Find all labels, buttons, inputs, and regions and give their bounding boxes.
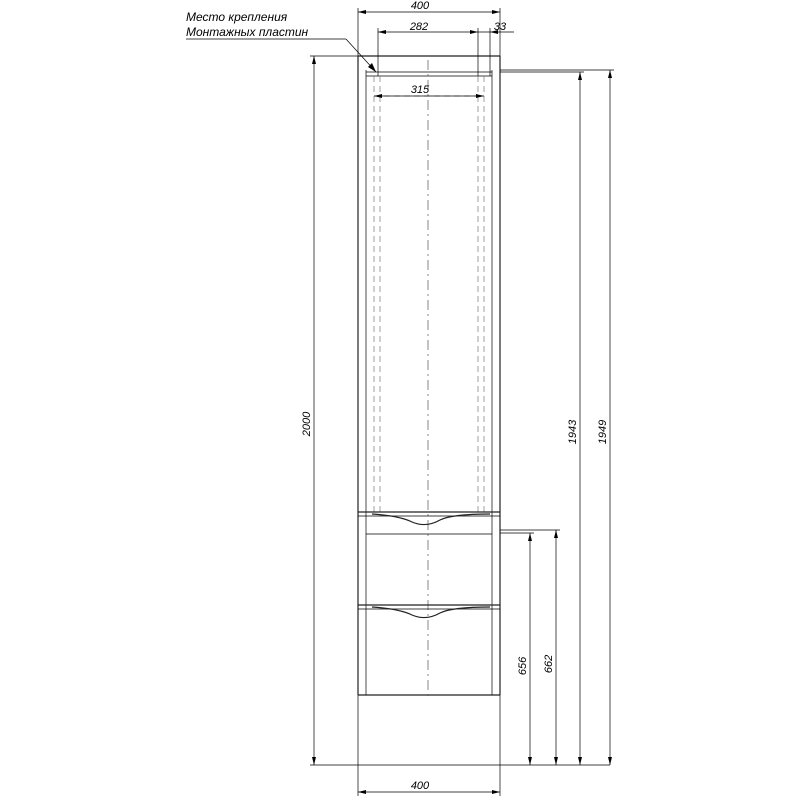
dim-315 [374, 84, 484, 98]
dim-label-bottom-400: 400 [410, 780, 430, 792]
dim-label-282: 282 [409, 21, 429, 33]
dim-label-662: 662 [543, 654, 555, 674]
dim-label-1943: 1943 [567, 419, 579, 445]
dim-bottom-400 [358, 765, 500, 796]
dim-label-top-400: 400 [410, 0, 430, 12]
dim-1943 [500, 72, 584, 765]
dim-656 [500, 533, 534, 765]
dim-label-656: 656 [517, 656, 529, 676]
dim-top-400 [358, 0, 500, 56]
dim-label-2000: 2000 [301, 411, 313, 437]
dim-label-315: 315 [410, 84, 430, 96]
mounting-note-line1: Место крепления [186, 10, 288, 24]
dim-label-1949: 1949 [597, 419, 609, 445]
dim-2000 [301, 56, 358, 765]
dim-label-33: 33 [493, 21, 507, 33]
upper-door-hidden-lines [374, 60, 484, 700]
cabinet-bottom [358, 695, 610, 765]
mounting-note [186, 10, 376, 72]
dim-33 [478, 21, 514, 76]
drawer-handle-lower [372, 607, 490, 618]
drawer-lower [358, 605, 500, 618]
mounting-note-line2: Монтажных пластин [186, 25, 309, 39]
drawer-upper [358, 512, 500, 534]
cabinet-body [358, 56, 500, 695]
drawer-handle-upper [372, 514, 490, 525]
